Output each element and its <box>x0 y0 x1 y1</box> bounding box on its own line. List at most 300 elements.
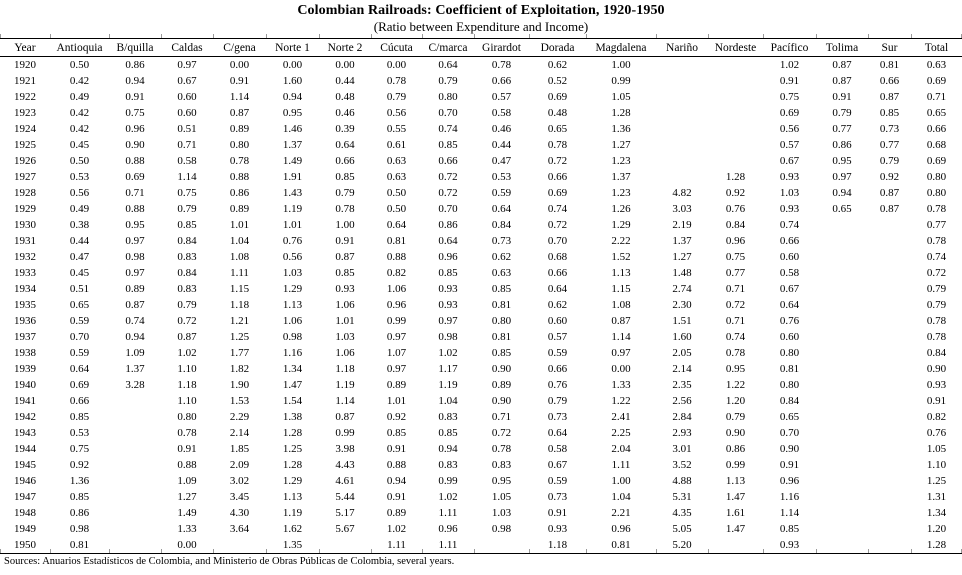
table-cell: 0.80 <box>229 139 250 151</box>
table-cell <box>816 313 868 329</box>
table-cell: 0.71 <box>725 315 746 327</box>
table-cell: 0.93 <box>779 171 800 183</box>
table-cell: 0.51 <box>177 123 197 135</box>
table-cell: 0.73 <box>547 491 568 503</box>
table-cell <box>868 329 911 345</box>
table-cell: 0.80 <box>491 315 512 327</box>
table-cell: 0.79 <box>725 411 746 423</box>
table-cell: 0.65 <box>779 411 800 423</box>
table-cell: 1.11 <box>387 539 406 551</box>
table-cell: 0.78 <box>926 203 947 215</box>
table-cell: 0.68 <box>547 251 568 263</box>
table-cell: 0.98 <box>125 251 145 263</box>
table-cell: 1.07 <box>386 347 407 359</box>
table-cell: 4.88 <box>672 475 692 487</box>
table-cell: 0.86 <box>438 219 458 231</box>
table-cell: 1.00 <box>335 219 355 231</box>
year-cell: 1939 <box>14 363 36 375</box>
table-cell: 1.10 <box>177 395 197 407</box>
table-cell <box>816 297 868 313</box>
table-cell: 1.11 <box>438 539 458 551</box>
table-row <box>0 265 962 281</box>
table-cell: 1.26 <box>611 203 631 215</box>
table-cell: 1.13 <box>725 475 746 487</box>
table-cell <box>656 105 708 121</box>
table-cell: 1.23 <box>611 187 631 199</box>
table-cell: 2.56 <box>672 395 692 407</box>
table-cell: 0.53 <box>69 427 90 439</box>
table-row <box>0 521 962 537</box>
table-cell <box>319 537 371 554</box>
table-cell: 0.78 <box>491 59 512 71</box>
page-subtitle: (Ratio between Expenditure and Income) <box>373 19 589 34</box>
table-cell <box>868 409 911 425</box>
table-cell: 0.87 <box>832 75 852 87</box>
table-cell: 0.42 <box>69 75 90 87</box>
table-cell: 0.79 <box>547 395 568 407</box>
table-cell <box>109 441 161 457</box>
table-cell: 0.64 <box>547 427 568 439</box>
table-cell: 2.14 <box>672 363 692 375</box>
table-cell: 1.23 <box>611 155 631 167</box>
table-cell: 0.49 <box>69 203 90 215</box>
table-cell: 0.87 <box>335 411 355 423</box>
table-cell: 0.63 <box>386 155 407 167</box>
table-cell: 0.85 <box>177 219 197 231</box>
table-cell: 0.67 <box>779 155 800 167</box>
table-cell: 0.68 <box>926 139 947 151</box>
table-cell: 2.29 <box>229 411 250 423</box>
table-cell: 1.18 <box>547 539 568 551</box>
table-cell: 0.91 <box>779 459 800 471</box>
table-cell: 1.14 <box>229 91 250 103</box>
table-cell <box>816 441 868 457</box>
table-cell: 1.03 <box>491 507 512 519</box>
table-row <box>0 281 962 297</box>
table-cell: 1.13 <box>611 267 631 279</box>
table-cell: 1.60 <box>282 75 303 87</box>
table-cell: 0.91 <box>386 491 407 503</box>
table-row <box>0 313 962 329</box>
table-row <box>0 457 962 473</box>
column-header: C/gena <box>213 39 266 57</box>
table-cell: 0.85 <box>335 267 355 279</box>
table-cell: 1.61 <box>725 507 746 519</box>
table-cell: 3.64 <box>229 523 250 535</box>
table-cell: 0.69 <box>69 379 90 391</box>
table-cell: 1.43 <box>282 187 303 199</box>
table-cell: 0.53 <box>491 171 512 183</box>
table-cell: 0.69 <box>547 91 568 103</box>
table-row <box>0 393 962 409</box>
table-cell: 0.83 <box>438 411 458 423</box>
table-cell: 0.73 <box>879 123 900 135</box>
table-cell: 1.27 <box>611 139 631 151</box>
table-cell: 0.89 <box>491 379 512 391</box>
year-cell: 1921 <box>14 75 36 87</box>
table-cell: 0.77 <box>725 267 746 279</box>
table-cell: 0.39 <box>335 123 355 135</box>
table-cell: 0.66 <box>547 363 568 375</box>
table-cell: 1.19 <box>282 203 303 215</box>
table-cell: 0.64 <box>491 203 512 215</box>
table-cell: 0.59 <box>547 475 568 487</box>
table-cell: 0.87 <box>229 107 250 119</box>
table-cell: 2.04 <box>611 443 631 455</box>
table-cell: 0.81 <box>491 299 512 311</box>
column-header: Antioquia <box>50 39 109 57</box>
table-cell: 1.28 <box>611 107 631 119</box>
table-cell: 1.16 <box>779 491 800 503</box>
table-cell: 0.79 <box>926 299 947 311</box>
table-cell: 0.89 <box>386 507 407 519</box>
table-cell: 0.64 <box>779 299 800 311</box>
table-cell <box>708 105 763 121</box>
table-cell: 0.97 <box>386 331 407 343</box>
table-cell: 0.66 <box>335 155 355 167</box>
table-cell: 0.87 <box>177 331 197 343</box>
table-cell: 0.80 <box>438 91 458 103</box>
table-cell: 1.05 <box>926 443 947 455</box>
table-cell: 0.56 <box>386 107 407 119</box>
table-cell: 1.47 <box>282 379 303 391</box>
table-cell: 0.85 <box>69 411 90 423</box>
table-cell: 0.71 <box>177 139 197 151</box>
table-cell: 4.35 <box>672 507 692 519</box>
table-cell: 0.92 <box>386 411 407 423</box>
column-header: Girardot <box>474 39 529 57</box>
table-cell: 1.27 <box>177 491 197 503</box>
table-cell: 0.80 <box>779 379 800 391</box>
table-cell: 0.91 <box>779 75 800 87</box>
table-cell: 0.38 <box>69 219 90 231</box>
table-cell: 1.18 <box>229 299 250 311</box>
table-header <box>0 39 962 57</box>
table-cell <box>868 537 911 554</box>
table-cell: 0.72 <box>547 155 568 167</box>
table-cell <box>868 521 911 537</box>
table-cell <box>816 409 868 425</box>
table-cell: 1.04 <box>611 491 631 503</box>
table-cell: 0.83 <box>177 251 197 263</box>
table-cell: 4.30 <box>229 507 250 519</box>
year-cell: 1947 <box>14 491 36 503</box>
table-cell <box>109 425 161 441</box>
table-cell: 0.91 <box>386 443 407 455</box>
table-cell: 0.65 <box>832 203 852 215</box>
table-cell: 0.77 <box>926 219 947 231</box>
table-cell: 0.85 <box>779 523 800 535</box>
year-cell: 1934 <box>14 283 36 295</box>
table-cell: 0.74 <box>725 331 746 343</box>
table-cell: 0.44 <box>69 235 90 247</box>
table-cell <box>868 217 911 233</box>
table-cell: 0.95 <box>725 363 746 375</box>
table-cell: 2.25 <box>611 427 631 439</box>
column-header: Pacífico <box>763 39 816 57</box>
column-header: Sur <box>868 39 911 57</box>
table-cell <box>109 409 161 425</box>
table-cell: 0.46 <box>491 123 512 135</box>
year-cell: 1943 <box>14 427 36 439</box>
table-row <box>0 89 962 105</box>
table-cell: 1.04 <box>438 395 458 407</box>
table-cell <box>816 281 868 297</box>
table-cell: 1.10 <box>177 363 197 375</box>
table-cell <box>708 73 763 89</box>
table-cell <box>816 537 868 554</box>
table-cell: 0.86 <box>69 507 90 519</box>
table-cell: 0.78 <box>335 203 355 215</box>
table-row <box>0 329 962 345</box>
table-cell <box>868 393 911 409</box>
table-cell: 0.72 <box>438 187 458 199</box>
table-cell: 2.21 <box>611 507 631 519</box>
table-cell: 3.03 <box>672 203 692 215</box>
table-cell: 0.89 <box>386 379 407 391</box>
table-cell: 0.85 <box>491 347 512 359</box>
table-cell: 0.66 <box>926 123 947 135</box>
table-cell: 1.18 <box>335 363 355 375</box>
table-cell: 1.00 <box>611 475 631 487</box>
table-cell: 0.77 <box>832 123 852 135</box>
table-cell: 0.63 <box>386 171 407 183</box>
table-cell <box>708 537 763 554</box>
table-row <box>0 489 962 505</box>
table-cell: 1.60 <box>672 331 692 343</box>
table-cell: 0.91 <box>547 507 568 519</box>
table-cell <box>868 473 911 489</box>
table-cell: 1.14 <box>779 507 800 519</box>
table-cell: 0.93 <box>779 539 800 551</box>
table-cell <box>868 441 911 457</box>
table-cell <box>474 537 529 554</box>
table-cell: 1.25 <box>282 443 303 455</box>
table-cell: 1.21 <box>229 315 250 327</box>
table-cell <box>656 57 708 74</box>
table-cell: 0.70 <box>547 235 568 247</box>
table-cell: 0.80 <box>177 411 197 423</box>
table-cell: 0.66 <box>547 171 568 183</box>
table-cell: 1.02 <box>779 59 800 71</box>
table-cell: 0.75 <box>177 187 197 199</box>
table-cell: 2.22 <box>611 235 631 247</box>
table-cell: 0.99 <box>725 459 746 471</box>
table-cell: 0.78 <box>491 443 512 455</box>
table-cell <box>816 457 868 473</box>
table-cell: 1.02 <box>386 523 407 535</box>
table-cell <box>868 265 911 281</box>
table-cell: 0.93 <box>335 283 355 295</box>
table-cell: 1.19 <box>335 379 355 391</box>
table-cell: 1.01 <box>282 219 303 231</box>
year-cell: 1940 <box>14 379 36 391</box>
table-cell <box>656 73 708 89</box>
table-cell: 0.94 <box>125 75 145 87</box>
table-cell: 0.80 <box>926 187 947 199</box>
table-cell: 0.87 <box>879 187 900 199</box>
table-cell: 0.64 <box>438 235 458 247</box>
table-cell: 0.64 <box>438 59 458 71</box>
table-cell: 0.00 <box>386 59 407 71</box>
table-cell: 0.96 <box>725 235 746 247</box>
table-row <box>0 169 962 185</box>
table-cell: 0.90 <box>926 363 947 375</box>
table-cell: 1.54 <box>282 395 303 407</box>
table-cell: 0.91 <box>125 91 145 103</box>
table-cell: 1.29 <box>282 475 303 487</box>
table-cell: 1.31 <box>926 491 947 503</box>
table-cell: 0.88 <box>386 459 407 471</box>
table-cell: 0.50 <box>386 187 407 199</box>
table-cell: 1.06 <box>282 315 303 327</box>
table-cell: 0.51 <box>69 283 90 295</box>
table-cell: 1.34 <box>926 507 947 519</box>
table-row <box>0 153 962 169</box>
table-cell <box>868 297 911 313</box>
table-row <box>0 201 962 217</box>
table-cell: 0.62 <box>547 59 568 71</box>
table-cell: 0.78 <box>725 347 746 359</box>
table-cell: 0.97 <box>177 59 197 71</box>
table-cell: 0.87 <box>335 251 355 263</box>
table-cell <box>868 377 911 393</box>
table-cell: 1.08 <box>229 251 250 263</box>
table-cell: 0.64 <box>335 139 355 151</box>
table-cell: 0.49 <box>69 91 90 103</box>
table-cell: 0.91 <box>229 75 250 87</box>
table-cell: 0.44 <box>335 75 355 87</box>
table-cell <box>868 505 911 521</box>
table-cell <box>868 233 911 249</box>
year-cell: 1927 <box>14 171 36 183</box>
table-cell: 0.74 <box>125 315 145 327</box>
table-cell: 0.99 <box>386 315 407 327</box>
column-header: Dorada <box>529 39 586 57</box>
table-cell: 0.00 <box>611 363 631 375</box>
table-cell: 3.01 <box>672 443 692 455</box>
year-cell: 1936 <box>14 315 36 327</box>
table-cell: 0.63 <box>926 59 947 71</box>
table-cell: 1.77 <box>229 347 250 359</box>
table-cell <box>868 425 911 441</box>
table-cell <box>109 473 161 489</box>
table-cell: 1.14 <box>335 395 355 407</box>
table-row <box>0 377 962 393</box>
table-cell: 0.84 <box>725 219 746 231</box>
table-cell: 3.28 <box>125 379 145 391</box>
table-cell: 0.93 <box>926 379 947 391</box>
year-cell: 1949 <box>14 523 36 535</box>
table-cell: 1.13 <box>282 491 303 503</box>
table-cell: 1.25 <box>229 331 250 343</box>
table-cell: 0.99 <box>438 475 458 487</box>
table-cell: 0.90 <box>491 395 512 407</box>
table-cell <box>708 121 763 137</box>
table-cell: 4.43 <box>335 459 355 471</box>
year-cell: 1926 <box>14 155 36 167</box>
table-cell: 1.06 <box>335 347 355 359</box>
table-cell: 0.58 <box>177 155 197 167</box>
table-cell: 0.95 <box>282 107 303 119</box>
table-cell: 0.66 <box>547 267 568 279</box>
table-cell <box>213 537 266 554</box>
table-cell: 1.03 <box>335 331 355 343</box>
table-cell: 0.72 <box>491 427 512 439</box>
table-cell: 0.80 <box>779 347 800 359</box>
table-cell: 0.88 <box>125 203 145 215</box>
table-cell: 1.36 <box>611 123 631 135</box>
table-cell: 0.98 <box>438 331 458 343</box>
table-cell: 0.86 <box>125 59 145 71</box>
year-cell: 1924 <box>14 123 36 135</box>
table-cell: 0.75 <box>725 251 746 263</box>
table-cell: 0.97 <box>386 363 407 375</box>
table-cell: 0.97 <box>438 315 458 327</box>
table-cell: 0.88 <box>177 459 197 471</box>
table-cell: 0.86 <box>229 187 250 199</box>
table-cell: 3.98 <box>335 443 355 455</box>
table-cell: 5.05 <box>672 523 692 535</box>
year-cell: 1950 <box>14 539 36 551</box>
table-cell: 0.96 <box>611 523 631 535</box>
table-cell: 1.02 <box>438 491 458 503</box>
table-cell: 0.57 <box>779 139 800 151</box>
table-cell: 1.49 <box>282 155 303 167</box>
table-cell: 0.79 <box>177 203 197 215</box>
table-cell <box>816 217 868 233</box>
table-cell: 0.69 <box>125 171 145 183</box>
table-cell: 0.79 <box>438 75 458 87</box>
table-cell: 0.76 <box>926 427 947 439</box>
table-cell: 0.99 <box>611 75 631 87</box>
table-cell: 0.64 <box>386 219 407 231</box>
table-cell: 0.79 <box>177 299 197 311</box>
table-cell: 0.97 <box>832 171 852 183</box>
table-cell: 1.06 <box>335 299 355 311</box>
table-cell: 2.30 <box>672 299 692 311</box>
table-cell: 0.42 <box>69 123 90 135</box>
table-cell <box>816 393 868 409</box>
table-cell: 0.71 <box>725 283 746 295</box>
table-cell: 5.17 <box>335 507 355 519</box>
table-cell: 0.85 <box>386 427 407 439</box>
table-cell: 1.34 <box>282 363 303 375</box>
year-cell: 1937 <box>14 331 36 343</box>
table-cell: 1.01 <box>386 395 407 407</box>
table-cell: 0.79 <box>879 155 900 167</box>
table-cell: 0.56 <box>282 251 303 263</box>
table-cell: 1.14 <box>177 171 197 183</box>
table-cell <box>109 521 161 537</box>
table-cell: 0.93 <box>438 299 458 311</box>
table-cell: 0.92 <box>69 459 90 471</box>
table-cell: 0.46 <box>335 107 355 119</box>
table-cell: 0.86 <box>725 443 746 455</box>
table-cell: 0.84 <box>491 219 512 231</box>
table-cell: 1.15 <box>229 283 250 295</box>
year-cell: 1945 <box>14 459 36 471</box>
table-cell: 0.79 <box>832 107 852 119</box>
table-area <box>0 38 962 554</box>
table-cell: 0.95 <box>832 155 852 167</box>
table-cell: 1.13 <box>282 299 303 311</box>
table-cell: 0.69 <box>547 187 568 199</box>
column-header: Year <box>0 39 50 57</box>
table-row <box>0 441 962 457</box>
table-cell: 1.01 <box>335 315 355 327</box>
table-cell: 0.72 <box>725 299 746 311</box>
